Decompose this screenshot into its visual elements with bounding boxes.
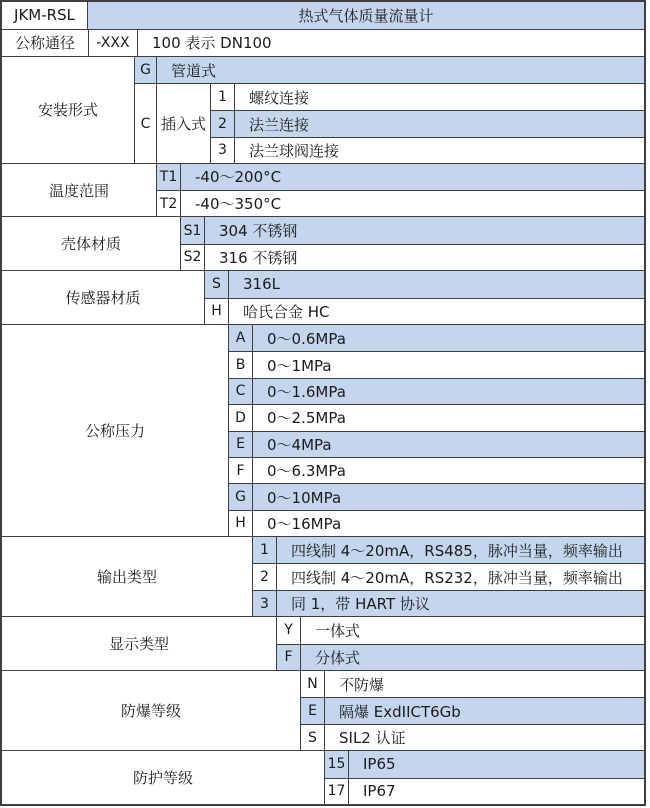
option-key: -XXX [89,30,138,56]
option-value: 0～16MPa [267,514,342,533]
section-protection-grade [2,750,644,804]
option-key: 17 [325,779,349,804]
section-display-type [2,616,644,670]
model-code: JKM-RSL [2,2,88,29]
option-value: 管道式 [171,61,217,80]
option-key: E [301,698,325,723]
option-key: F [229,458,253,483]
table-row [205,271,644,297]
option-value: 法兰球阀连接 [249,141,340,160]
section-install-type [2,56,644,163]
option-value: 0～4MPa [267,435,332,454]
section-label: 输出类型 [2,537,252,616]
section-label: 安装形式 [2,57,134,163]
option-value: 304 不锈钢 [219,222,298,241]
option-key: 15 [325,751,349,777]
option-value: 四线制 4～20mA，RS485，脉冲当量，频率输出 [291,541,623,560]
table-row [211,110,644,136]
table-row [253,590,644,616]
table-row [181,217,644,243]
table-row [229,457,644,483]
option-key: 1 [211,84,235,110]
table-row [157,190,644,216]
table-row [253,563,644,589]
option-value: 螺纹连接 [249,88,310,107]
option-value: 分体式 [315,648,361,667]
option-key: N [301,671,325,697]
page-title: 热式气体质量流量计 [298,6,434,25]
option-value: IP65 [363,755,396,774]
option-key: D [229,405,253,430]
option-value: SIL2 认证 [339,729,406,748]
option-value: -40～350°C [195,195,282,214]
option-value: 哈氏合金 HC [243,302,330,321]
option-value: 0～1.6MPa [267,382,346,401]
table-row [229,483,644,509]
option-key: G [135,57,157,83]
table-row [301,671,644,697]
section-label: 温度范围 [2,164,156,217]
table-row [277,617,644,643]
table-row [229,378,644,404]
section-label: 防护等级 [2,751,324,804]
table-row [229,510,644,536]
section-nominal-diameter [2,29,644,56]
option-key: 3 [253,591,277,616]
section-temperature-range [2,163,644,217]
table-row [253,537,644,563]
option-key: C [229,379,253,404]
option-value: -40～200°C [195,168,282,187]
option-value: 0～10MPa [267,488,342,507]
section-label: 显示类型 [2,617,276,670]
option-value: IP67 [363,782,396,801]
section-label: 公称通径 [2,30,88,56]
option-value: 隔爆 ExdIICT6Gb [339,702,461,721]
option-key: H [205,299,229,324]
option-value: 0～2.5MPa [267,409,346,428]
option-key: A [229,325,253,351]
table-row [181,244,644,270]
option-key: 3 [211,138,235,163]
option-key: S [301,725,325,750]
table-row [211,84,644,110]
option-key: E [229,432,253,457]
table-row [301,724,644,750]
section-label: 防爆等级 [2,671,300,750]
option-key: F [277,645,301,670]
table-row [325,778,644,804]
section-label: 公称压力 [2,325,228,536]
option-value: 316L [243,275,280,294]
option-value: 316 不锈钢 [219,248,298,267]
option-key: T1 [157,164,181,190]
table-row [135,57,644,83]
option-key: S1 [181,217,205,243]
option-value: 法兰连接 [249,115,310,134]
option-key: Y [277,617,301,643]
table-row [229,351,644,377]
table-row [89,30,644,56]
option-key: T2 [157,191,181,216]
option-key: S2 [181,245,205,270]
option-value: 0～6.3MPa [267,462,346,481]
table-row [301,697,644,723]
option-key: 2 [211,111,235,136]
section-explosion-proof-grade [2,670,644,750]
table-row [229,404,644,430]
section-label: 传感器材质 [2,271,204,324]
option-key: 1 [253,537,277,563]
option-value: 100 表示 DN100 [152,34,272,53]
option-key: 2 [253,564,277,589]
option-value: 同 1，带 HART 协议 [291,595,430,614]
insertion-type-sublabel: 插入式 [157,84,211,162]
section-sensor-material [2,270,644,324]
section-housing-material [2,216,644,270]
table-row [229,431,644,457]
table-row [229,325,644,351]
option-key: C [135,84,157,162]
table-row [325,751,644,777]
table-row [157,164,644,190]
option-value: 一体式 [315,621,361,640]
table-row [211,137,644,163]
table-row [277,644,644,670]
option-key: G [229,484,253,509]
option-key: S [205,271,229,297]
table-header-row [2,2,644,29]
option-value: 四线制 4～20mA，RS232，脉冲当量，频率输出 [291,568,623,587]
insertion-type-group [135,83,644,162]
table-row [205,298,644,324]
section-label: 壳体材质 [2,217,180,270]
option-key: B [229,352,253,377]
option-key: H [229,511,253,536]
section-nominal-pressure [2,324,644,536]
section-output-type [2,536,644,616]
option-value: 0～1MPa [267,356,332,375]
option-value: 不防爆 [339,675,385,694]
option-value: 0～0.6MPa [267,329,346,348]
